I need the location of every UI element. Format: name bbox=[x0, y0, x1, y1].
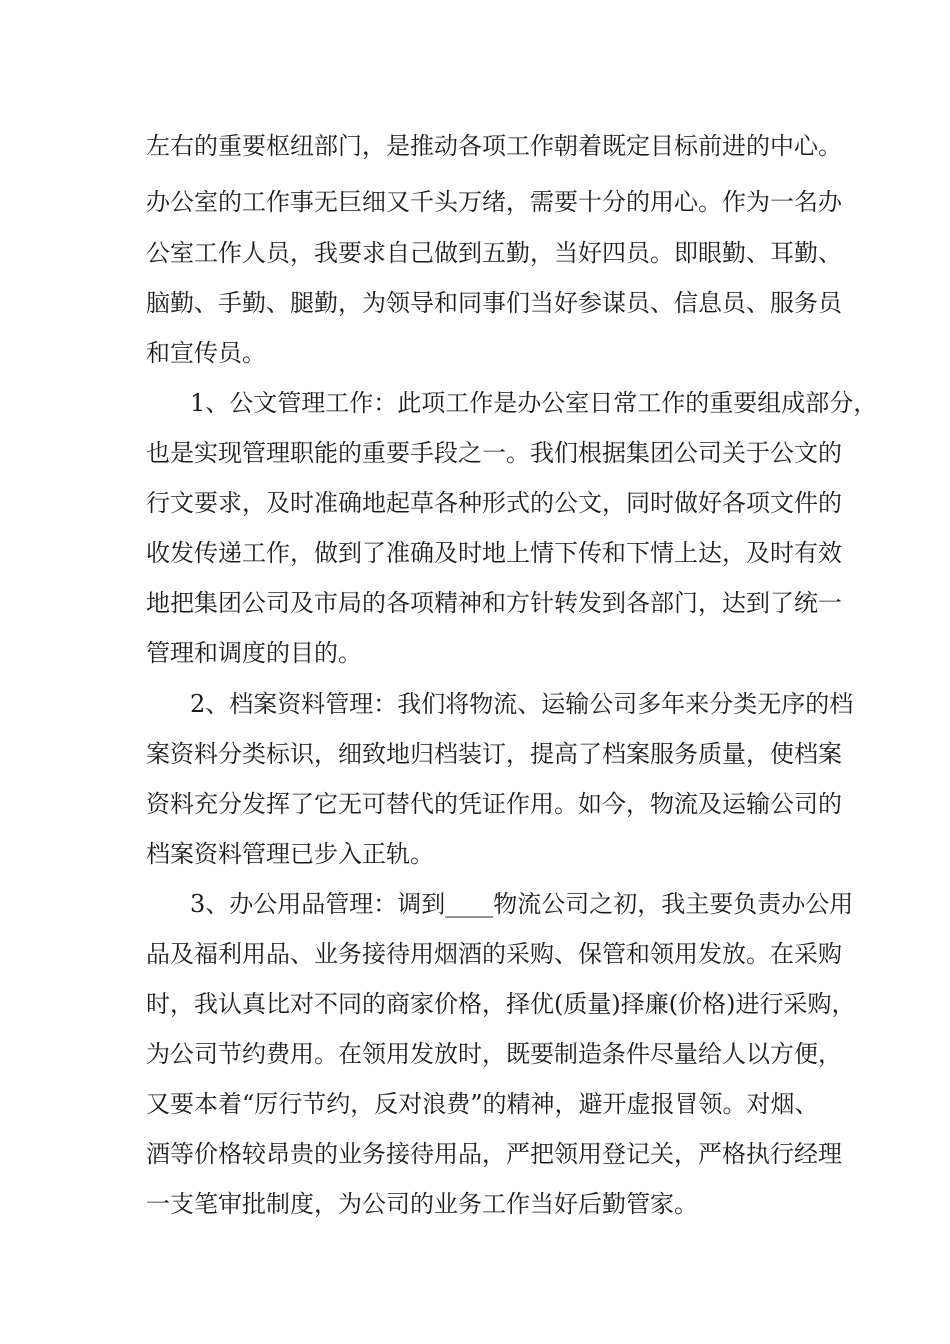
text-line: 品及福利用品、业务接待用烟酒的采购、保管和领用发放。在采购 bbox=[146, 940, 842, 968]
text-line: 为公司节约费用。在领用发放时，既要制造条件尽量给人以方便， bbox=[146, 1040, 842, 1068]
text-line: 酒等价格较昂贵的业务接待用品，严把领用登记关，严格执行经理 bbox=[146, 1140, 842, 1168]
text-line: 又要本着“厉行节约，反对浪费”的精神，避开虚报冒领。对烟、 bbox=[146, 1090, 819, 1118]
text-line: 一支笔审批制度，为公司的业务工作当好后勤管家。 bbox=[146, 1190, 698, 1218]
text-line: 也是实现管理职能的重要手段之一。我们根据集团公司关于公文的 bbox=[146, 439, 842, 467]
text-line: 收发传递工作，做到了准确及时地上情下传和下情上达，及时有效 bbox=[146, 539, 842, 567]
paragraph-3-first-line: 3、办公用品管理：调到____物流公司之初，我主要负责办公用 bbox=[190, 890, 854, 918]
text-line: 档案资料管理已步入正轨。 bbox=[146, 840, 434, 868]
text-line: 管理和调度的目的。 bbox=[146, 639, 362, 667]
paragraph-1-first-line: 1、公文管理工作：此项工作是办公室日常工作的重要组成部分， bbox=[190, 389, 878, 417]
text-line: 地把集团公司及市局的各项精神和方针转发到各部门，达到了统一 bbox=[146, 589, 842, 617]
text-line: 案资料分类标识，细致地归档装订，提高了档案服务质量，使档案 bbox=[146, 740, 842, 768]
paragraph-2-first-line: 2、档案资料管理：我们将物流、运输公司多年来分类无序的档 bbox=[190, 690, 854, 718]
text-line: 行文要求，及时准确地起草各种形式的公文，同时做好各项文件的 bbox=[146, 489, 842, 517]
text-line: 脑勤、手勤、腿勤，为领导和同事们当好参谋员、信息员、服务员 bbox=[146, 289, 842, 317]
text-line: 左右的重要枢纽部门，是推动各项工作朝着既定目标前进的中心。 bbox=[146, 132, 842, 160]
text-line: 和宣传员。 bbox=[146, 339, 266, 367]
text-line: 时，我认真比对不同的商家价格，择优(质量)择廉(价格)进行采购， bbox=[146, 990, 856, 1018]
text-line: 公室工作人员，我要求自己做到五勤，当好四员。即眼勤、耳勤、 bbox=[146, 239, 842, 267]
text-line: 资料充分发挥了它无可替代的凭证作用。如今，物流及运输公司的 bbox=[146, 790, 842, 818]
text-line: 办公室的工作事无巨细又千头万绪，需要十分的用心。作为一名办 bbox=[146, 188, 842, 216]
